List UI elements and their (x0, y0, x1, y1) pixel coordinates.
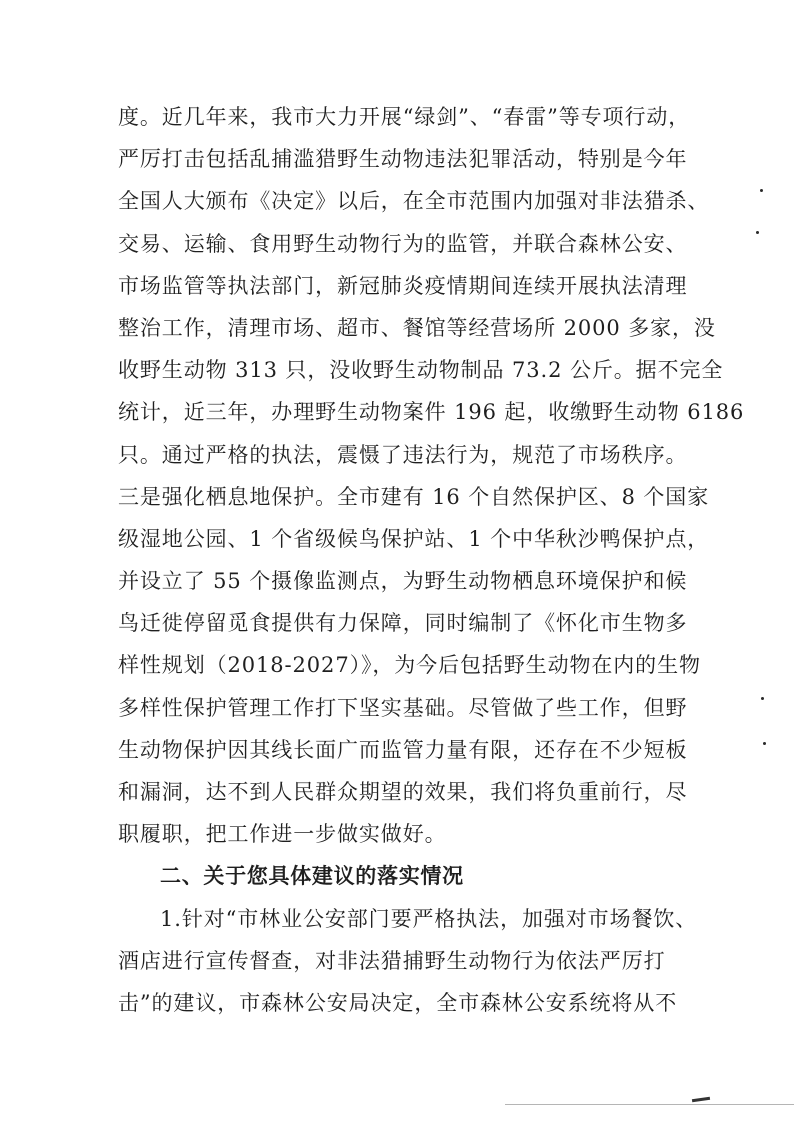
text-line: 并设立了 55 个摄像监测点，为野生动物栖息环境保护和候 (118, 569, 688, 594)
text-line: 只。通过严格的执法，震慑了违法行为，规范了市场秩序。 (118, 442, 688, 467)
text-line: 鸟迁徙停留觅食提供有力保障，同时编制了《怀化市生物多 (118, 611, 688, 636)
scan-edge-line (505, 1104, 794, 1105)
text-line: 样性规划（2018-2027）》，为今后包括野生动物在内的生物 (118, 653, 701, 678)
scan-speck (763, 742, 766, 745)
text-line: 全国人大颁布《决定》以后，在全市范围内加强对非法猎杀、 (118, 189, 710, 214)
text-line: 严厉打击包括乱捕滥猎野生动物违法犯罪活动，特别是今年 (118, 147, 688, 172)
text-line: 统计，近三年，办理野生动物案件 196 起，收缴野生动物 6186 (118, 400, 745, 425)
text-line: 级湿地公园、1 个省级候鸟保护站、1 个中华秋沙鸭保护点， (118, 526, 710, 551)
text-line: 和漏洞，达不到人民群众期望的效果，我们将负重前行，尽 (118, 780, 688, 804)
scan-speck (761, 697, 764, 700)
text-line: 交易、运输、食用野生动物行为的监管，并联合森林公安、 (118, 231, 688, 256)
text-line: 职履职，把工作进一步做实做好。 (118, 822, 447, 847)
text-line: 整治工作，清理市场、超市、餐馆等经营场所 2000 多家，没 (118, 315, 716, 340)
text-line: 击”的建议，市森林公安局决定，全市森林公安系统将从不 (118, 990, 678, 1015)
text-line: 1.针对“市林业公安部门要严格执法，加强对市场餐饮、 (160, 906, 698, 931)
text-line: 收野生动物 313 只，没收野生动物制品 73.2 公斤。据不完全 (118, 358, 724, 383)
text-line: 酒店进行宣传督查，对非法猎捕野生动物行为依法严厉打 (118, 948, 666, 973)
scan-speck (756, 231, 759, 234)
text-line: 多样性保护管理工作打下坚实基础。尽管做了些工作，但野 (118, 695, 688, 720)
section-heading: 二、关于您具体建议的落实情况 (160, 864, 464, 889)
text-line: 生动物保护因其线长面广而监管力量有限，还存在不少短板 (118, 737, 688, 762)
scan-edge-mark (692, 1097, 710, 1102)
text-line: 市场监管等执法部门，新冠肺炎疫情期间连续开展执法清理 (118, 273, 688, 298)
body-text (118, 96, 745, 1024)
text-line: 三是强化栖息地保护。全市建有 16 个自然保护区、8 个国家 (118, 484, 710, 509)
text-line: 度。近几年来，我市大力开展“绿剑”、“春雷”等专项行动， (118, 105, 691, 129)
scan-speck (760, 189, 763, 192)
